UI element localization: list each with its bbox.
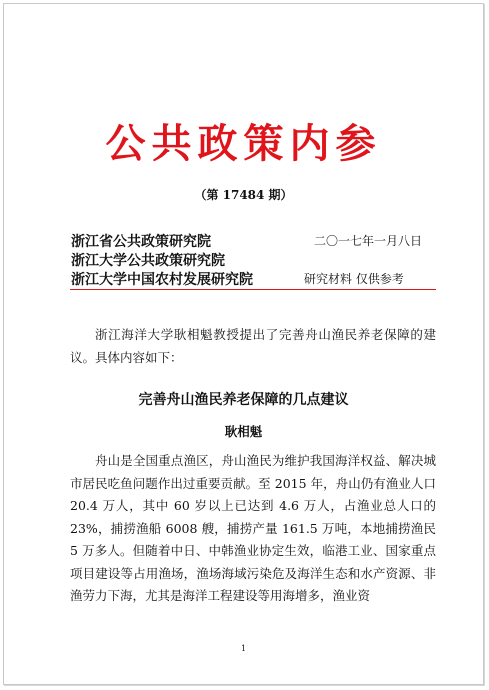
page-number: 1: [240, 644, 247, 653]
article-title: 完善舟山渔民养老保障的几点建议: [138, 392, 349, 408]
issue-date: 二〇一七年一月八日: [314, 234, 423, 248]
intro-paragraph: 浙江海洋大学耿相魁教授提出了完善舟山渔民养老保障的建议。具体内容如下：: [70, 327, 436, 365]
org-line-3: 浙江大学中国农村发展研究院: [71, 272, 253, 288]
document-page: [3, 3, 484, 685]
issue-number: （第 17484 期）: [194, 188, 293, 202]
body-paragraph: 舟山是全国重点渔区，舟山渔民为维护我国海洋权益、解决城市居民吃鱼问题作出过重要贡献。至 2015 年，舟山仍有渔业人口 20.4 万人，其中 60 岁以上已达到 4.6 万人，占渔业总人口的 23%，捕捞渔船 6008 艘，捕捞产量 161.5 万吨，本地捕捞渔民 5 万多人。但随着中日、中韩渔业协定生效，临港工业、国家重点项目建设等占用渔场，渔场海域污染危及海洋生态和水产资源、非渔劳力下海，尤其是海洋工程建设等用海增多，渔业资: [70, 453, 436, 603]
material-note: 研究材料 仅供参考: [304, 272, 404, 286]
org-line-1: 浙江省公共政策研究院: [71, 234, 211, 250]
article-author: 耿相魁: [224, 424, 263, 439]
document-title: 公共政策内参: [105, 120, 382, 167]
org-line-2: 浙江大学公共政策研究院: [71, 253, 225, 269]
red-divider-line: [70, 289, 436, 290]
